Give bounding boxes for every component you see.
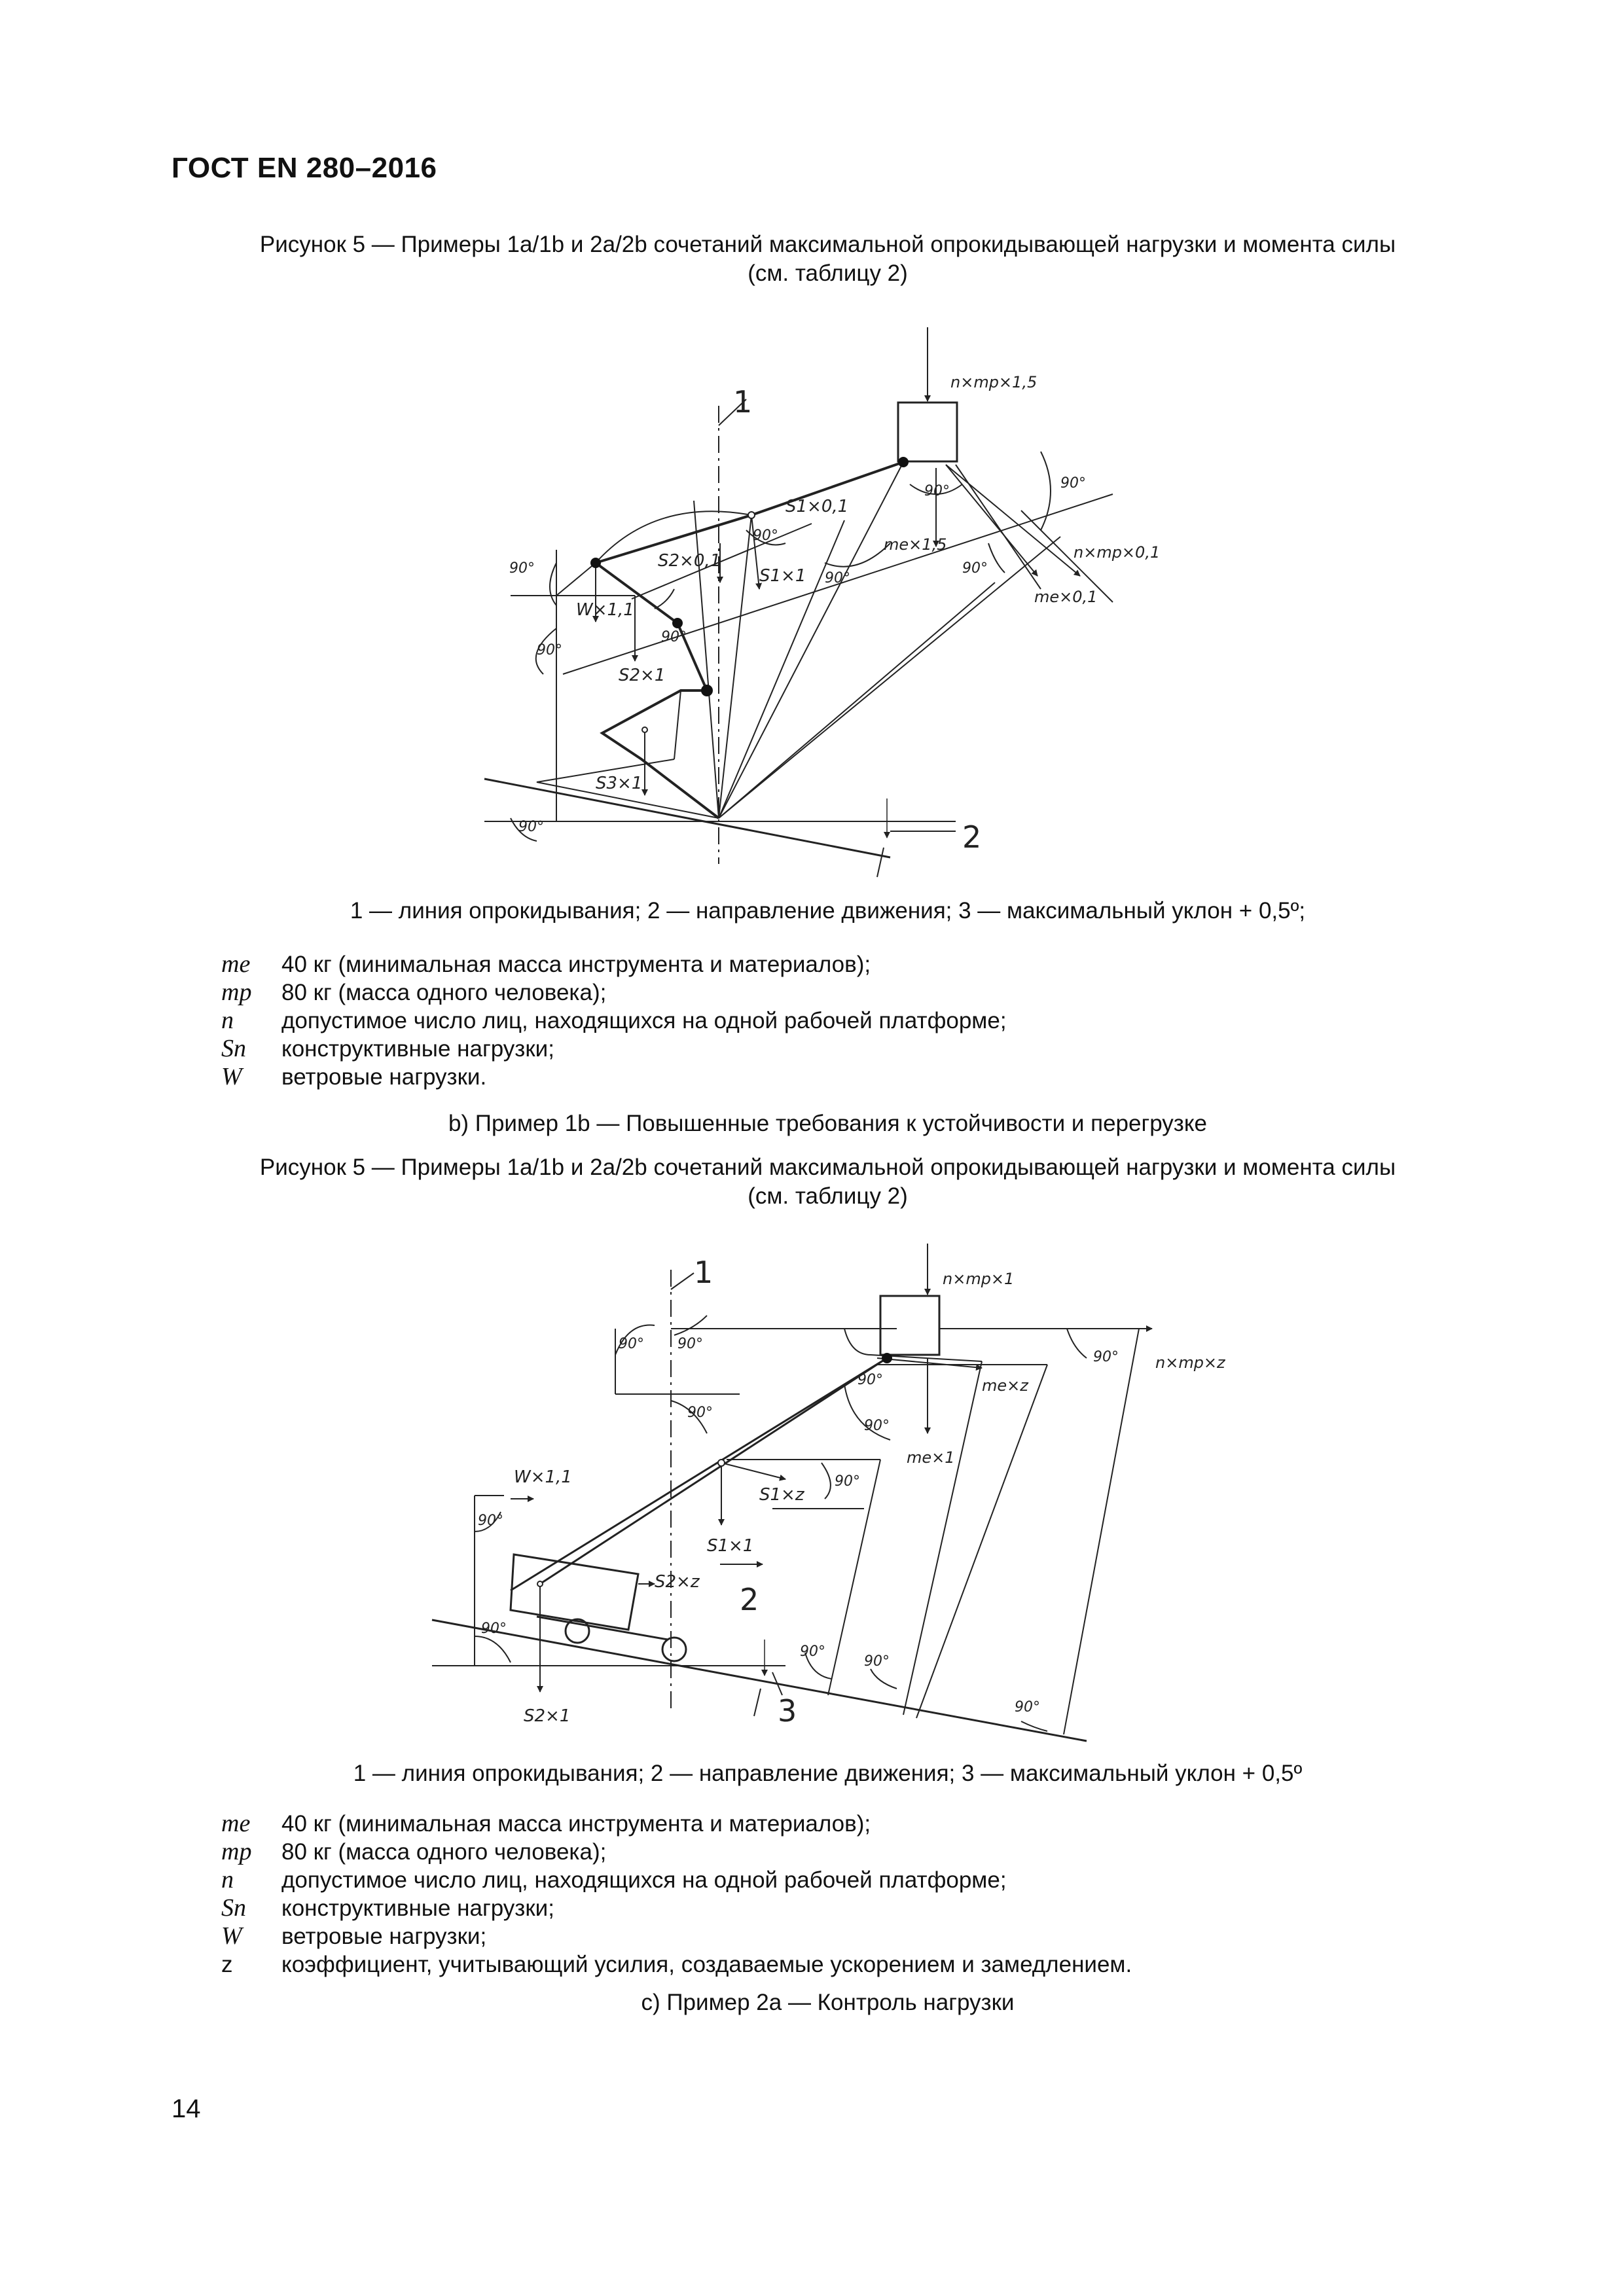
definition-text: допустимое число лиц, находящихся на одной рабочей платформе; [281,1867,1007,1893]
label-90: 90° [962,560,988,577]
callout-2: 2 [740,1582,759,1617]
vehicle-body [511,1554,638,1630]
callout-1: 1 [694,1255,713,1290]
definition-text: 80 кг (масса одного человека); [281,1839,607,1865]
platform-box [880,1296,939,1355]
label-90: 90° [835,1473,860,1490]
callout-1: 1 [733,384,753,420]
definition-symbol: n [221,1866,234,1893]
figure-c-caption-line-1: Рисунок 5 — Примеры 1а/1b и 2а/2b сочетаний максимальной опрокидывающей нагрузки и момента силы [259,1155,1396,1180]
label-n-mp-15: n×mp×1,5 [950,373,1038,391]
label-s2-1: S2×1 [619,666,666,685]
callout-2: 2 [962,819,982,855]
ground-slope-line [484,779,890,857]
label-90: 90° [800,1643,825,1660]
label-n-mp-z: n×mp×z [1155,1354,1225,1372]
label-me-15: me×1,5 [884,535,947,554]
callout-3: 3 [778,1693,797,1729]
definition-symbol: Sn [221,1035,246,1062]
label-s2-z: S2×z [655,1572,700,1592]
document-header: ГОСТ EN 280–2016 [171,152,437,184]
label-90: 90° [619,1336,644,1352]
definition-symbol: mp [221,1838,252,1865]
label-90: 90° [864,1418,890,1434]
figure-b-caption-line-2: (см. таблицу 2) [748,260,908,286]
definition-symbol: mp [221,978,252,1006]
page-number: 14 [171,2094,201,2123]
label-90: 90° [481,1621,507,1637]
label-s1-1: S1×1 [707,1536,754,1556]
figure-b-caption-line-1: Рисунок 5 — Примеры 1а/1b и 2а/2b сочетаний максимальной опрокидывающей нагрузки и момента силы [259,232,1396,257]
definition-text: 40 кг (минимальная масса инструмента и материалов); [281,952,871,977]
label-90: 90° [518,819,544,835]
label-s1-z: S1×z [759,1485,804,1505]
definition-text: ветровые нагрузки; [281,1924,487,1949]
label-90: 90° [509,560,535,577]
definition-text: 40 кг (минимальная масса инструмента и материалов); [281,1811,871,1837]
figure-c-subcaption: c) Пример 2a — Контроль нагрузки [641,1990,1015,2015]
definition-symbol: me [221,1810,251,1837]
label-me-z: me×z [982,1376,1028,1395]
label-s1-1: S1×1 [759,566,806,586]
figure-b-subcaption: b) Пример 1b — Повышенные требования к устойчивости и перегрузке [448,1111,1208,1136]
label-n-mp-1: n×mp×1 [943,1270,1015,1288]
label-s1-01: S1×0,1 [785,497,849,516]
label-90: 90° [677,1336,703,1352]
label-90: 90° [1060,475,1086,492]
figure-c-diagram [419,1244,1257,1754]
figure-b-diagram [458,314,1211,890]
figure-c-caption-line-2: (см. таблицу 2) [748,1183,908,1209]
vehicle-wheel [662,1638,686,1661]
label-90: 90° [857,1372,883,1388]
platform-box [898,403,957,461]
label-me-1: me×1 [907,1448,955,1467]
label-90: 90° [537,642,562,658]
label-90: 90° [924,483,950,499]
definition-text: конструктивные нагрузки; [281,1895,554,1921]
definition-symbol: W [221,1922,242,1950]
label-n-mp-01: n×mp×0,1 [1074,543,1161,562]
definition-text: коэффициент, учитывающий усилия, создаваемые ускорением и замедлением. [281,1952,1132,1977]
label-s2-1: S2×1 [524,1706,571,1726]
definition-text: конструктивные нагрузки; [281,1036,554,1062]
label-me-01: me×0,1 [1034,588,1098,606]
definition-symbol: n [221,1007,234,1034]
label-s2-01: S2×0,1 [658,551,721,571]
label-90: 90° [661,629,687,645]
definition-symbol: me [221,950,251,978]
definition-text: допустимое число лиц, находящихся на одной рабочей платформе; [281,1008,1007,1033]
figure-c-caption [171,1153,1484,1211]
label-90: 90° [478,1513,503,1529]
label-90: 90° [687,1405,713,1421]
figure-c-legend: 1 — линия опрокидывания; 2 — направление движения; 3 — максимальный уклон + 0,5º [353,1761,1303,1786]
definition-symbol: Sn [221,1894,246,1922]
definition-text: 80 кг (масса одного человека); [281,980,607,1005]
label-90: 90° [753,528,778,544]
label-90: 90° [1015,1699,1040,1715]
label-w-11: W×1,1 [514,1467,572,1487]
definition-text: ветровые нагрузки. [281,1064,487,1090]
figure-b-legend: 1 — линия опрокидывания; 2 — направление движения; 3 — максимальный уклон + 0,5º; [350,898,1306,924]
label-w-11: W×1,1 [576,600,634,620]
definition-symbol: z [221,1952,233,1977]
definition-symbol: W [221,1063,242,1090]
figure-b-caption [171,230,1484,288]
label-90: 90° [1093,1349,1119,1365]
label-s3-1: S3×1 [596,774,643,793]
label-90: 90° [864,1653,890,1670]
label-90: 90° [825,570,850,586]
